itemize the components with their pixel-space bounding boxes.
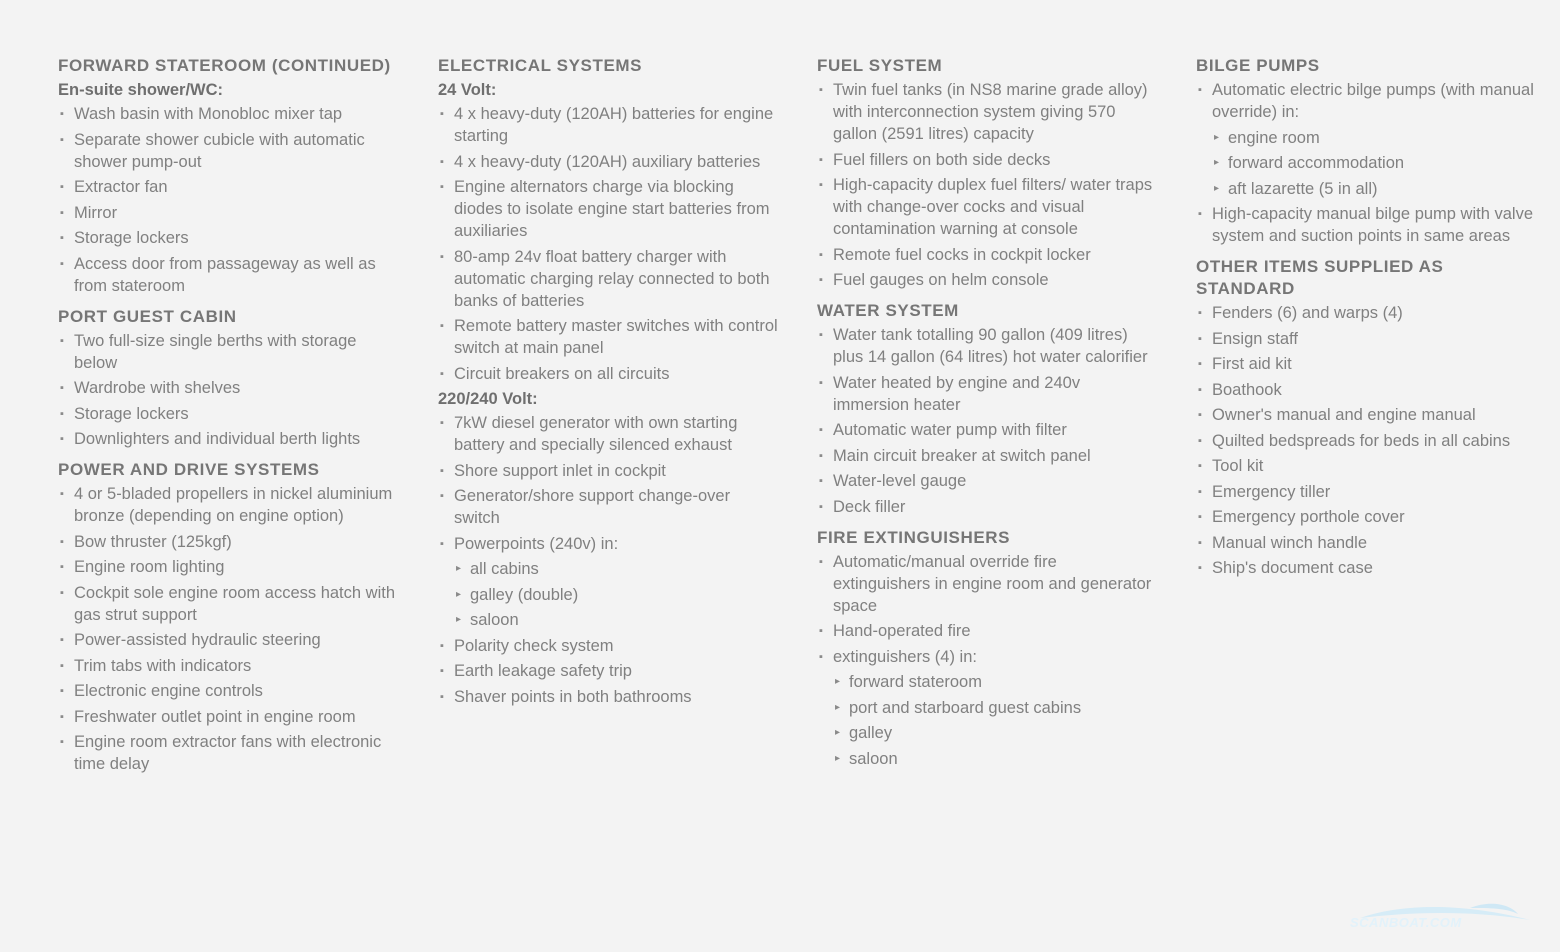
spec-item-text: Powerpoints (240v) in: [454, 534, 619, 553]
spec-item-text: all cabins [470, 560, 539, 578]
square-bullet-icon: ▪ [1198, 84, 1202, 96]
spec-item-text: Emergency tiller [1212, 482, 1331, 501]
spec-item-text: 4 x heavy-duty (120AH) batteries for engine starting [454, 105, 774, 145]
spec-item-text: saloon [470, 611, 519, 629]
square-bullet-icon: ▪ [1198, 511, 1202, 523]
spec-item-text: Water heated by engine and 240v immersion heater [833, 373, 1081, 414]
spec-item-text: First aid kit [1212, 355, 1292, 373]
square-bullet-icon: ▪ [1198, 562, 1202, 574]
spec-item-text: forward stateroom [849, 673, 982, 691]
spec-item-text: Storage lockers [74, 404, 189, 423]
section-subheading: 24 Volt: [438, 81, 497, 99]
spec-item-text: High-capacity duplex fuel filters/ water traps with change-over cocks and visual contamination warning at console [833, 176, 1153, 238]
spec-item-text: Trim tabs with indicators [74, 656, 252, 675]
spec-item-text: Fenders (6) and warps (4) [1212, 304, 1403, 322]
spec-item-text: Remote fuel cocks in cockpit locker [833, 245, 1091, 264]
square-bullet-icon: ▪ [819, 650, 823, 663]
arrow-bullet-icon: ▸ [835, 752, 841, 764]
square-bullet-icon: ▪ [1198, 358, 1202, 370]
section-subheading: 220/240 Volt: [438, 390, 538, 408]
arrow-bullet-icon: ▸ [835, 676, 841, 687]
spec-item-text: Two full-size single berths with storage below [74, 331, 357, 372]
spec-item-text: Wash basin with Monobloc mixer tap [74, 105, 343, 123]
square-bullet-icon: ▪ [60, 710, 64, 723]
square-bullet-icon: ▪ [819, 274, 823, 286]
spec-item [817, 174, 1157, 240]
section-heading: FUEL SYSTEM [817, 56, 943, 75]
spec-item [438, 176, 778, 242]
section-heading: PORT GUEST CABIN [58, 306, 237, 326]
spec-item-text: Fuel gauges on helm console [833, 271, 1049, 289]
square-bullet-icon: ▪ [60, 561, 64, 573]
spec-item [1196, 532, 1536, 554]
spec-item [438, 533, 778, 555]
spec-subitem [438, 609, 778, 631]
section-heading: ELECTRICAL SYSTEMS [438, 56, 643, 75]
spec-item-text: Deck filler [833, 497, 906, 516]
spec-item [58, 428, 398, 450]
square-bullet-icon: ▪ [1198, 307, 1202, 319]
spec-item [58, 227, 398, 249]
spec-item-text: Main circuit breaker at switch panel [833, 446, 1091, 465]
spec-item-text: Hand-operated fire [833, 622, 971, 640]
square-bullet-icon: ▪ [440, 690, 444, 703]
spec-section [817, 300, 1157, 518]
spec-item-text: Engine room lighting [74, 558, 225, 576]
spec-item [58, 731, 398, 775]
spec-item-text: Water tank totalling 90 gallon (409 litres) plus 14 gallon (64 litres) hot water calorifier [833, 326, 1148, 366]
spec-item-text: Engine alternators charge via blocking diodes to isolate engine start batteries from auxiliaries [454, 178, 770, 240]
watermark-text: SCANBOAT.COM [1350, 915, 1462, 930]
spec-subitem [817, 748, 1157, 770]
spec-item [1196, 203, 1536, 247]
spec-item-text: Automatic/manual override fire extinguishers in engine room and generator space [833, 552, 1152, 615]
spec-subitem [817, 722, 1157, 744]
spec-item-text: Electronic engine controls [74, 682, 263, 700]
square-bullet-icon: ▪ [60, 634, 64, 646]
spec-item-text: saloon [849, 749, 898, 768]
spec-item-text: Access door from passageway as well as from stateroom [74, 254, 376, 295]
square-bullet-icon: ▪ [440, 464, 444, 477]
square-bullet-icon: ▪ [440, 417, 444, 429]
square-bullet-icon: ▪ [819, 329, 823, 341]
spec-item [58, 556, 398, 578]
section-heading: FIRE EXTINGUISHERS [817, 527, 1011, 547]
spec-item [438, 660, 778, 682]
spec-subitem [1196, 178, 1536, 200]
square-bullet-icon: ▪ [819, 424, 823, 436]
spec-item [58, 403, 398, 425]
spec-item-text: Downlighters and individual berth lights [74, 430, 361, 448]
arrow-bullet-icon: ▸ [456, 563, 462, 574]
square-bullet-icon: ▪ [60, 108, 64, 120]
spec-item [438, 460, 778, 482]
spec-item [58, 680, 398, 702]
spec-item [1196, 328, 1536, 350]
spec-subitem [817, 697, 1157, 719]
spec-item [438, 635, 778, 657]
square-bullet-icon: ▪ [60, 206, 64, 219]
spec-item [1196, 404, 1536, 426]
square-bullet-icon: ▪ [819, 153, 823, 166]
spec-item [817, 470, 1157, 492]
spec-item [817, 372, 1157, 416]
spec-item-text: Mirror [74, 203, 118, 222]
spec-section [58, 55, 398, 297]
square-bullet-icon: ▪ [60, 659, 64, 672]
spec-item-text: 4 x heavy-duty (120AH) auxiliary batteries [454, 152, 761, 171]
spec-item-text: High-capacity manual bilge pump with valve system and suction points in same areas [1212, 205, 1533, 245]
arrow-bullet-icon: ▸ [1214, 182, 1220, 194]
spec-item [58, 176, 398, 198]
section-heading: OTHER ITEMS SUPPLIED AS STANDARD [1196, 257, 1444, 298]
square-bullet-icon: ▪ [440, 320, 444, 332]
spec-item-text: 4 or 5-bladed propellers in nickel aluminium bronze (depending on engine option) [74, 485, 393, 525]
spec-subitem [1196, 127, 1536, 149]
spec-item [58, 655, 398, 677]
spec-item [817, 620, 1157, 642]
spec-section [58, 306, 398, 451]
spec-item-text: Cockpit sole engine room access hatch with gas strut support [74, 583, 395, 624]
spec-item [58, 253, 398, 297]
spec-item [817, 79, 1157, 145]
spec-item-text: Shaver points in both bathrooms [454, 687, 692, 706]
spec-item-text: Bow thruster (125kgf) [74, 532, 232, 551]
spec-item-text: Fuel fillers on both side decks [833, 150, 1051, 169]
spec-item-text: Manual winch handle [1212, 533, 1368, 552]
spec-item-text: Quilted bedspreads for beds in all cabins [1212, 431, 1511, 450]
spec-item-text: Twin fuel tanks (in NS8 marine grade alloy) with interconnection system giving 570 gallon (2591 litres) capacity [833, 81, 1148, 143]
spec-item [438, 103, 778, 147]
section-heading: POWER AND DRIVE SYSTEMS [58, 460, 320, 479]
spec-item [58, 582, 398, 626]
spec-item [1196, 353, 1536, 375]
square-bullet-icon: ▪ [819, 555, 823, 568]
spec-section [1196, 55, 1536, 247]
spec-item [817, 496, 1157, 518]
spec-subitem [438, 558, 778, 580]
spec-item [438, 686, 778, 708]
spec-item [1196, 430, 1536, 452]
square-bullet-icon: ▪ [1198, 460, 1202, 472]
square-bullet-icon: ▪ [60, 334, 64, 347]
square-bullet-icon: ▪ [440, 490, 444, 502]
square-bullet-icon: ▪ [440, 155, 444, 168]
spec-subitem [438, 584, 778, 606]
square-bullet-icon: ▪ [60, 181, 64, 193]
spec-item-text: aft lazarette (5 in all) [1228, 179, 1378, 198]
arrow-bullet-icon: ▸ [1214, 157, 1220, 168]
arrow-bullet-icon: ▸ [835, 727, 841, 738]
square-bullet-icon: ▪ [1198, 383, 1202, 396]
square-bullet-icon: ▪ [819, 376, 823, 389]
spec-item [58, 706, 398, 728]
spec-item [817, 646, 1157, 668]
spec-item-text: Ship's document case [1212, 559, 1373, 577]
spec-section [1196, 256, 1536, 579]
square-bullet-icon: ▪ [60, 257, 64, 270]
spec-column-4 [1196, 55, 1536, 588]
spec-column-2 [438, 55, 778, 717]
spec-section [817, 527, 1157, 770]
section-subheading: En-suite shower/WC: [58, 81, 224, 99]
square-bullet-icon: ▪ [60, 736, 64, 748]
spec-item [817, 269, 1157, 291]
square-bullet-icon: ▪ [1198, 332, 1202, 345]
spec-item-text: port and starboard guest cabins [849, 698, 1082, 717]
spec-item-text: Shore support inlet in cockpit [454, 461, 666, 480]
spec-item-text: Emergency porthole cover [1212, 508, 1405, 526]
spec-item-text: engine room [1228, 128, 1320, 147]
spec-item [1196, 455, 1536, 477]
square-bullet-icon: ▪ [440, 665, 444, 677]
square-bullet-icon: ▪ [440, 367, 444, 380]
spec-item-text: Freshwater outlet point in engine room [74, 707, 356, 726]
square-bullet-icon: ▪ [440, 108, 444, 120]
spec-item [58, 629, 398, 651]
watermark-logo [1350, 896, 1540, 936]
spec-item-text: Power-assisted hydraulic steering [74, 631, 321, 649]
spec-item [438, 485, 778, 529]
section-heading: BILGE PUMPS [1196, 56, 1320, 75]
square-bullet-icon: ▪ [440, 181, 444, 193]
square-bullet-icon: ▪ [440, 639, 444, 652]
square-bullet-icon: ▪ [819, 500, 823, 513]
spec-item [1196, 302, 1536, 324]
square-bullet-icon: ▪ [60, 586, 64, 599]
spec-item [1196, 506, 1536, 528]
square-bullet-icon: ▪ [60, 433, 64, 445]
spec-item [1196, 481, 1536, 503]
spec-item [438, 412, 778, 456]
spec-item [1196, 557, 1536, 579]
square-bullet-icon: ▪ [819, 248, 823, 261]
square-bullet-icon: ▪ [819, 179, 823, 191]
spec-column-3 [817, 55, 1157, 779]
spec-item-text: Automatic water pump with filter [833, 421, 1067, 439]
spec-item-text: Circuit breakers on all circuits [454, 364, 670, 383]
spec-item [817, 445, 1157, 467]
arrow-bullet-icon: ▸ [1214, 131, 1220, 143]
arrow-bullet-icon: ▸ [835, 701, 841, 713]
square-bullet-icon: ▪ [60, 535, 64, 548]
spec-item-text: Wardrobe with shelves [74, 379, 241, 397]
spec-section [438, 55, 778, 708]
spec-item [817, 324, 1157, 368]
spec-item-text: 80-amp 24v float battery charger with automatic charging relay connected to both banks of batteries [454, 247, 770, 310]
spec-item-text: Earth leakage safety trip [454, 662, 632, 680]
spec-item-text: Automatic electric bilge pumps (with manual override) in: [1212, 81, 1534, 121]
spec-item [817, 149, 1157, 171]
spec-item-text: Ensign staff [1212, 329, 1298, 348]
section-heading: WATER SYSTEM [817, 301, 959, 320]
arrow-bullet-icon: ▸ [456, 614, 462, 625]
spec-item [58, 483, 398, 527]
spec-section [58, 459, 398, 775]
spec-item [58, 531, 398, 553]
square-bullet-icon: ▪ [440, 250, 444, 263]
spec-item-text: Separate shower cubicle with automatic shower pump-out [74, 130, 365, 171]
spec-item [438, 363, 778, 385]
section-heading: FORWARD STATEROOM (CONTINUED) [58, 56, 391, 75]
square-bullet-icon: ▪ [60, 232, 64, 244]
spec-item [58, 377, 398, 399]
spec-item-text: Storage lockers [74, 229, 189, 247]
square-bullet-icon: ▪ [819, 475, 823, 487]
spec-subitem [1196, 152, 1536, 174]
spec-item-text: extinguishers (4) in: [833, 647, 977, 666]
spec-item [438, 151, 778, 173]
spec-item-text: 7kW diesel generator with own starting battery and specially silenced exhaust [454, 414, 738, 454]
spec-item [58, 103, 398, 125]
spec-item [817, 551, 1157, 617]
square-bullet-icon: ▪ [1198, 434, 1202, 447]
spec-section [817, 55, 1157, 291]
spec-item-text: Remote battery master switches with control switch at main panel [454, 317, 778, 357]
spec-item [1196, 379, 1536, 401]
spec-item [817, 244, 1157, 266]
square-bullet-icon: ▪ [819, 84, 823, 96]
spec-item [58, 330, 398, 374]
spec-item-text: Water-level gauge [833, 472, 967, 490]
spec-item-text: Generator/shore support change-over switch [454, 487, 731, 527]
spec-item-text: Boathook [1212, 380, 1282, 399]
square-bullet-icon: ▪ [60, 133, 64, 146]
spec-subitem [817, 671, 1157, 693]
square-bullet-icon: ▪ [1198, 536, 1202, 549]
square-bullet-icon: ▪ [1198, 208, 1202, 220]
square-bullet-icon: ▪ [60, 488, 64, 500]
spec-item [817, 419, 1157, 441]
spec-item [438, 315, 778, 359]
spec-item-text: Owner's manual and engine manual [1212, 406, 1476, 424]
arrow-bullet-icon: ▸ [456, 588, 462, 600]
square-bullet-icon: ▪ [1198, 409, 1202, 421]
spec-item-text: galley (double) [470, 585, 579, 604]
spec-item [58, 202, 398, 224]
square-bullet-icon: ▪ [60, 382, 64, 394]
spec-item-text: Tool kit [1212, 457, 1264, 475]
spec-item-text: forward accommodation [1228, 154, 1405, 172]
square-bullet-icon: ▪ [440, 537, 444, 550]
square-bullet-icon: ▪ [1198, 485, 1202, 498]
spec-item-text: Extractor fan [74, 178, 168, 196]
spec-column-1 [58, 55, 398, 784]
spec-item [1196, 79, 1536, 123]
square-bullet-icon: ▪ [819, 449, 823, 462]
spec-item-text: Polarity check system [454, 636, 614, 655]
spec-item-text: galley [849, 724, 893, 742]
square-bullet-icon: ▪ [60, 685, 64, 697]
square-bullet-icon: ▪ [819, 625, 823, 637]
square-bullet-icon: ▪ [60, 407, 64, 420]
spec-item [438, 246, 778, 312]
spec-item [58, 129, 398, 173]
spec-item-text: Engine room extractor fans with electronic time delay [74, 733, 382, 773]
